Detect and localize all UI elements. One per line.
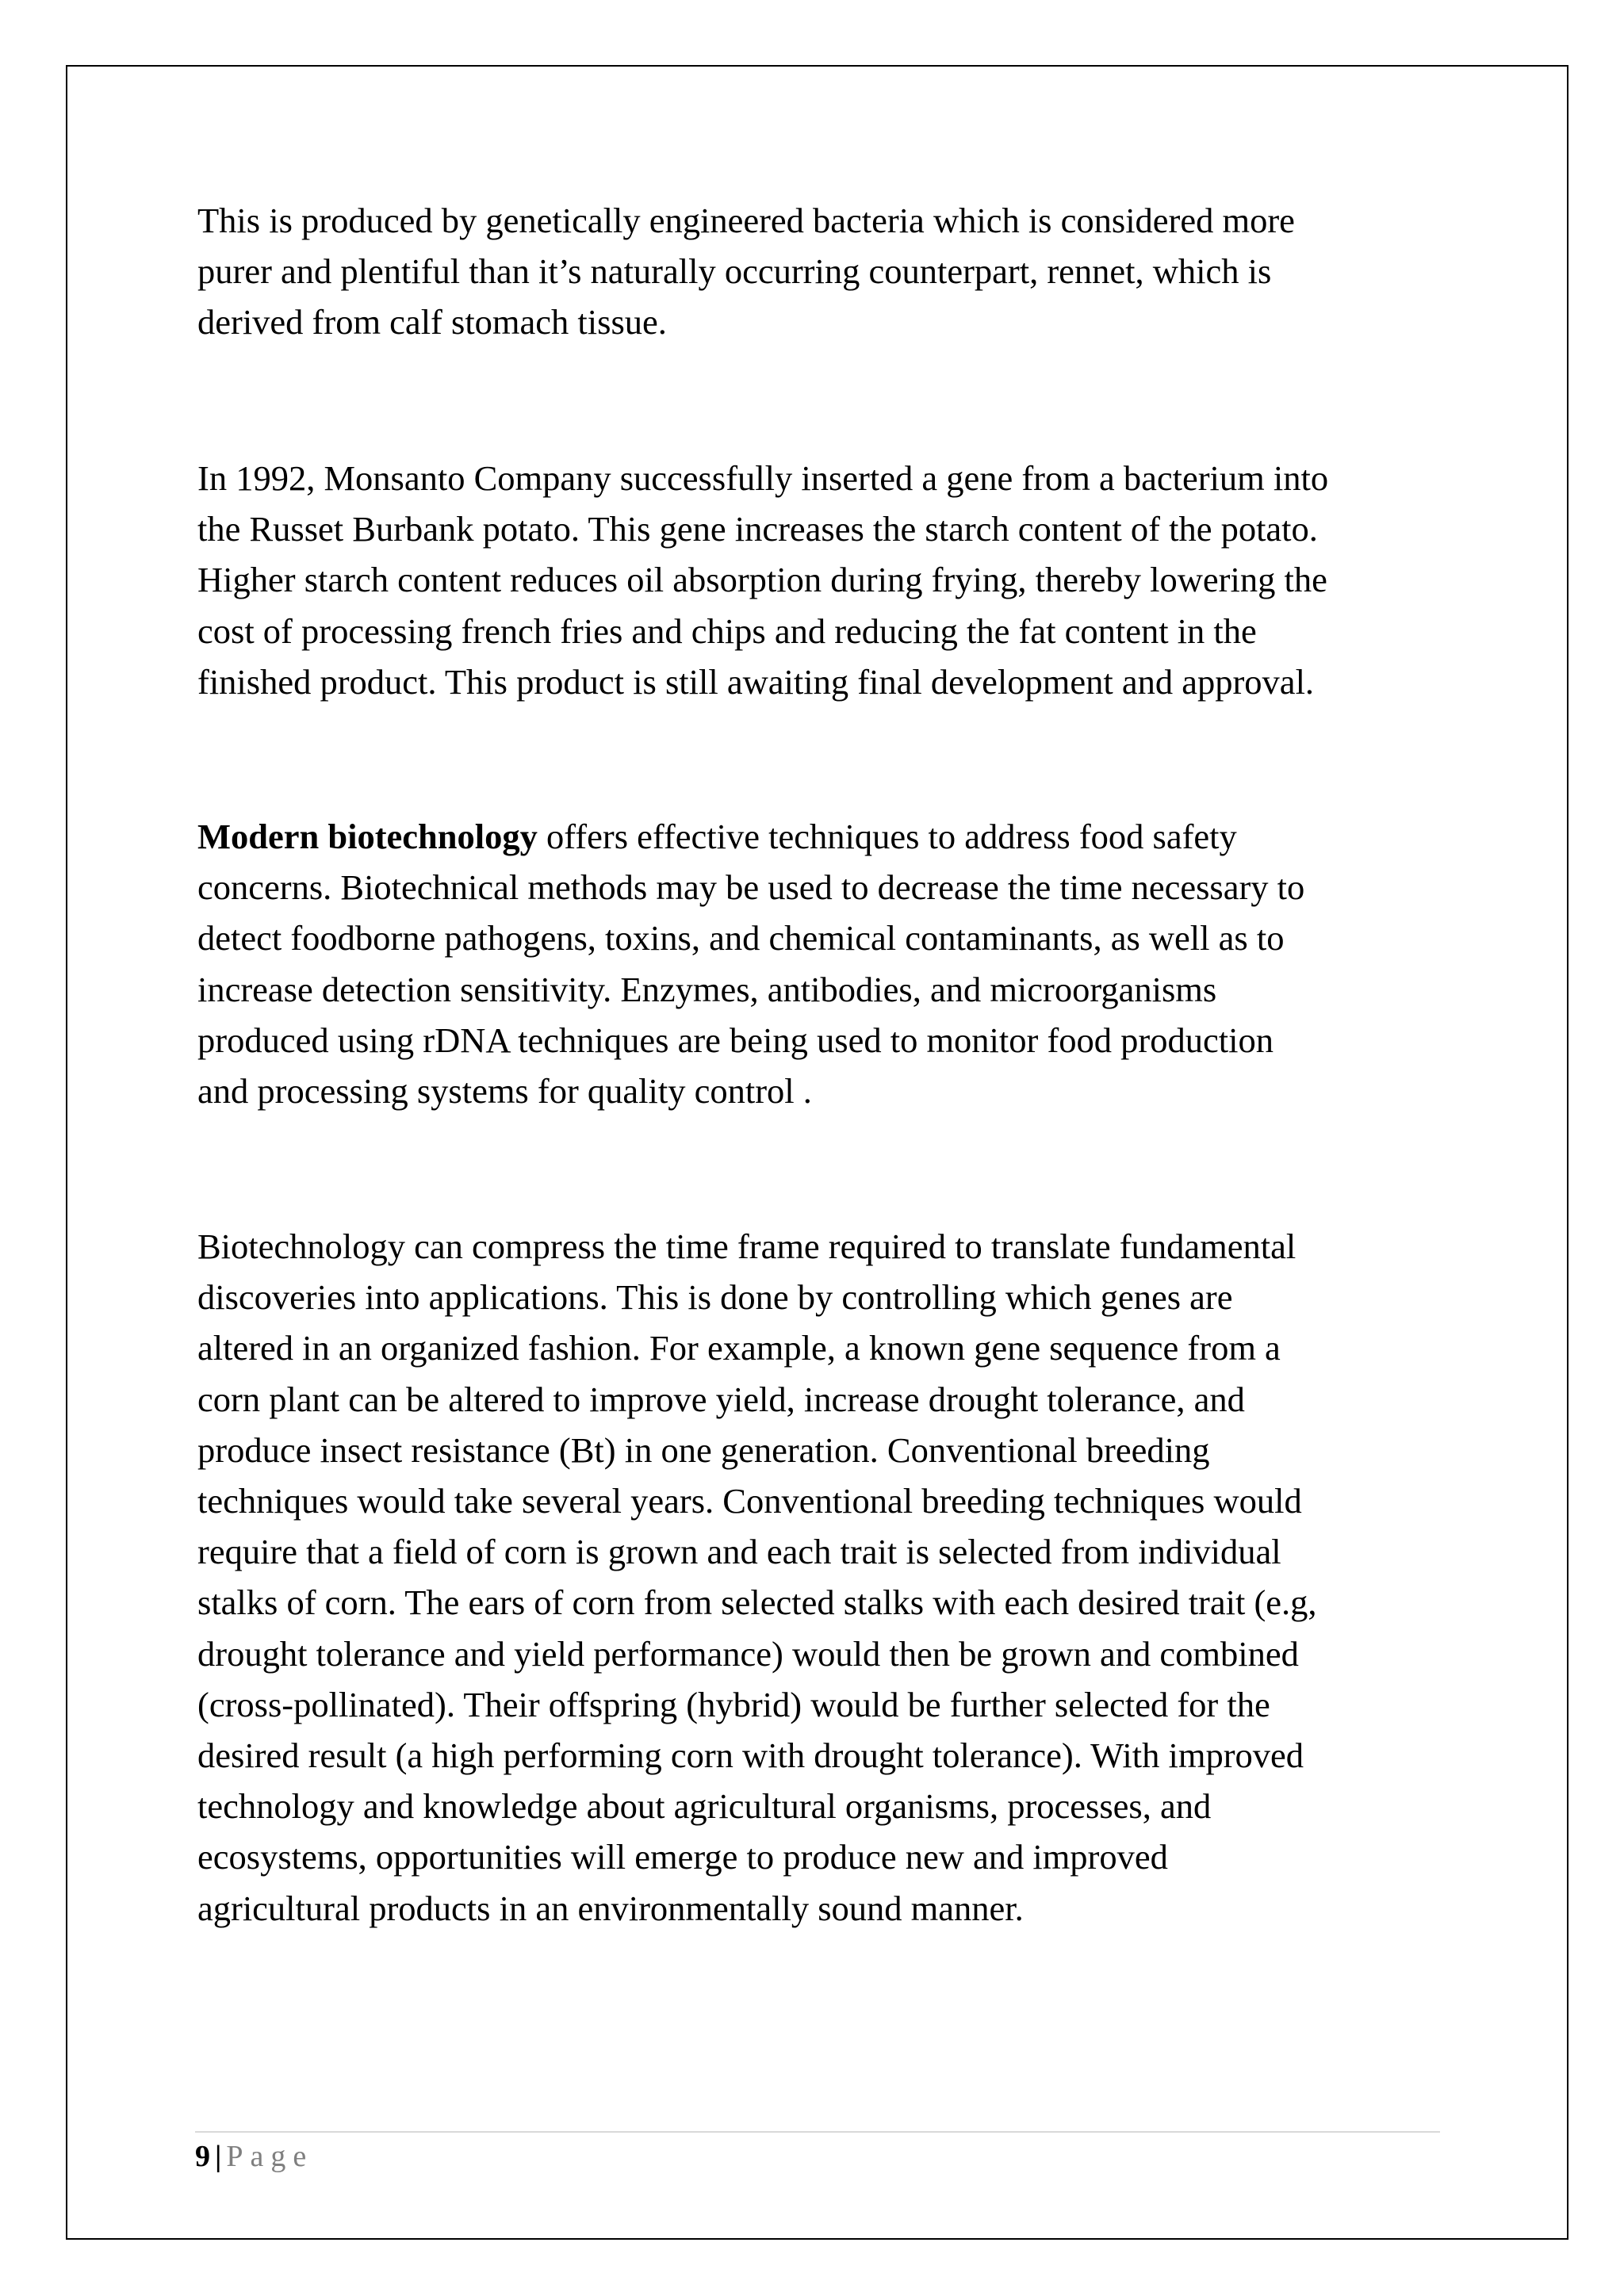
footer-rule [195, 2131, 1440, 2133]
text-line: altered in an organized fashion. For example, a known gene sequence from a [197, 1328, 1281, 1368]
page-footer [195, 2138, 313, 2175]
page-number: 9 [195, 2140, 210, 2173]
text-run: offers effective techniques to address food safety [537, 817, 1237, 856]
text-line: finished product. This product is still awaiting final development and approval. [197, 661, 1315, 702]
text-line: produced using rDNA techniques are being used to monitor food production [197, 1020, 1274, 1060]
paragraph-biotech-timeframe [197, 1221, 1450, 1934]
paragraph-monsanto-potato [197, 453, 1450, 707]
text-line: In 1992, Monsanto Company successfully inserted a gene from a bacterium into [197, 458, 1329, 498]
text-line [197, 811, 1450, 862]
text-line: agricultural products in an environmentally sound manner. [197, 1888, 1024, 1928]
text-line: technology and knowledge about agricultural organisms, processes, and [197, 1786, 1212, 1827]
text-line: discoveries into applications. This is done by controlling which genes are [197, 1277, 1233, 1318]
text-line: increase detection sensitivity. Enzymes, antibodies, and microorganisms [197, 969, 1217, 1009]
page-label: Page [226, 2140, 314, 2173]
text-line: concerns. Biotechnical methods may be used to decrease the time necessary to [197, 867, 1305, 908]
footer-separator: | [215, 2140, 222, 2173]
text-line: ecosystems, opportunities will emerge to produce new and improved [197, 1837, 1168, 1877]
paragraph-rennet [197, 195, 1450, 348]
bold-lead-term: Modern biotechnology [197, 817, 538, 856]
text-line: require that a field of corn is grown and each trait is selected from individual [197, 1532, 1281, 1572]
text-line: This is produced by genetically engineered bacteria which is considered more [197, 201, 1295, 240]
text-line: the Russet Burbank potato. This gene increases the starch content of the potato. [197, 509, 1318, 549]
text-line: stalks of corn. The ears of corn from selected stalks with each desired trait (e.g, [197, 1582, 1317, 1623]
text-line: drought tolerance and yield performance) would then be grown and combined [197, 1633, 1299, 1674]
text-line: desired result (a high performing corn with drought tolerance). With improved [197, 1735, 1304, 1776]
text-line: Biotechnology can compress the time frame required to translate fundamental [197, 1226, 1297, 1266]
text-line: corn plant can be altered to improve yield, increase drought tolerance, and [197, 1379, 1245, 1419]
text-line: detect foodborne pathogens, toxins, and chemical contaminants, as well as to [197, 918, 1285, 959]
text-line: produce insect resistance (Bt) in one generation. Conventional breeding [197, 1429, 1210, 1470]
text-line: techniques would take several years. Conventional breeding techniques would [197, 1481, 1302, 1521]
text-line: purer and plentiful than it’s naturally occurring counterpart, rennet, which is [197, 251, 1272, 292]
text-line: (cross-pollinated). Their offspring (hybrid) would be further selected for the [197, 1684, 1270, 1724]
text-line: Higher starch content reduces oil absorption during frying, thereby lowering the [197, 560, 1327, 600]
text-line: and processing systems for quality control . [197, 1071, 812, 1112]
text-line: derived from calf stomach tissue. [197, 302, 667, 342]
text-line: cost of processing french fries and chips and reducing the fat content in the [197, 610, 1257, 651]
paragraph-modern-biotechnology [197, 811, 1450, 1116]
